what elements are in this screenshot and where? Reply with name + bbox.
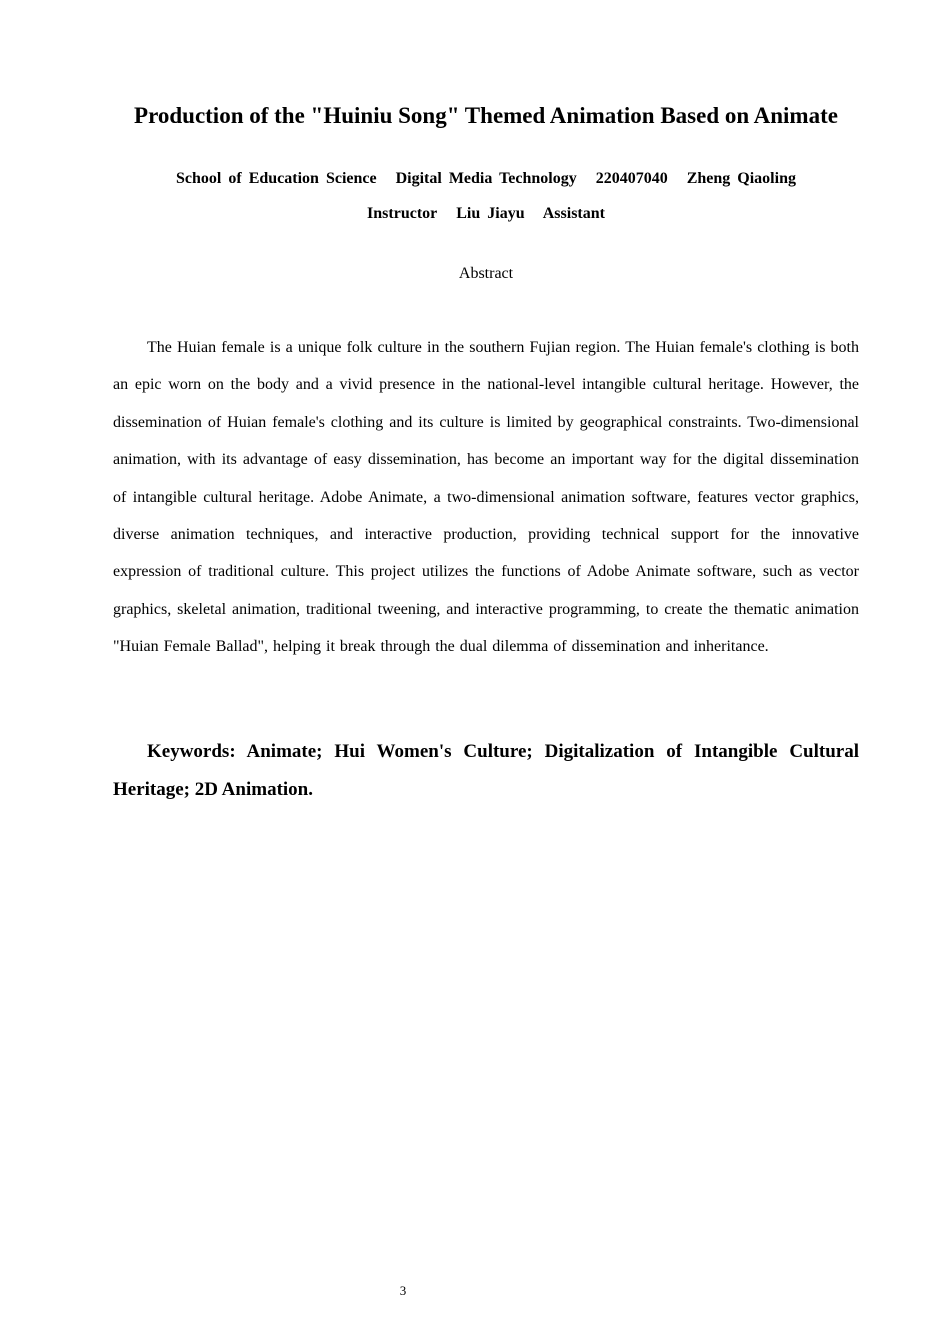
keywords: Keywords: Animate; Hui Women's Culture; Digitalization of Intangible Cultural Heritage; 2D Animation. xyxy=(113,741,859,800)
abstract-heading: Abstract xyxy=(458,265,514,282)
instructor-name: Liu Jiayu xyxy=(456,205,525,222)
abstract-body: The Huian female is a unique folk culture in the southern Fujian region. The Huian female's clothing is both an epic worn on the body and a vivid presence in the national-level intangible cultural heritage. However, the dissemination of Huian female's clothing and its culture is limited by geographical constraints. Two-dimensional animation, with its advantage of easy dissemination, has become an important way for the digital dissemination of intangible cultural heritage. Adobe Animate, a two-dimensional animation software, features vector graphics, diverse animation techniques, and interactive production, providing technical support for the innovative expression of traditional culture. This project utilizes the functions of Adobe Animate software, such as vector graphics, skeletal animation, traditional tweening, and interactive programming, to create the thematic animation "Huian Female Ballad", helping it break through the dual dilemma of dissemination and inheritance. xyxy=(113,339,859,656)
school-name: School of Education Science xyxy=(176,170,377,187)
author-name: Zheng Qiaoling xyxy=(686,170,796,187)
student-id: 220407040 xyxy=(595,170,668,187)
page-number: 3 xyxy=(399,1283,407,1298)
author-info-line xyxy=(0,168,950,190)
major-name: Digital Media Technology xyxy=(395,170,577,187)
instructor-label: Instructor xyxy=(367,205,438,222)
instructor-title: Assistant xyxy=(542,205,605,222)
paper-title: Production of the "Huiniu Song" Themed Animation Based on Animate xyxy=(134,103,838,128)
instructor-info-line xyxy=(0,203,950,225)
